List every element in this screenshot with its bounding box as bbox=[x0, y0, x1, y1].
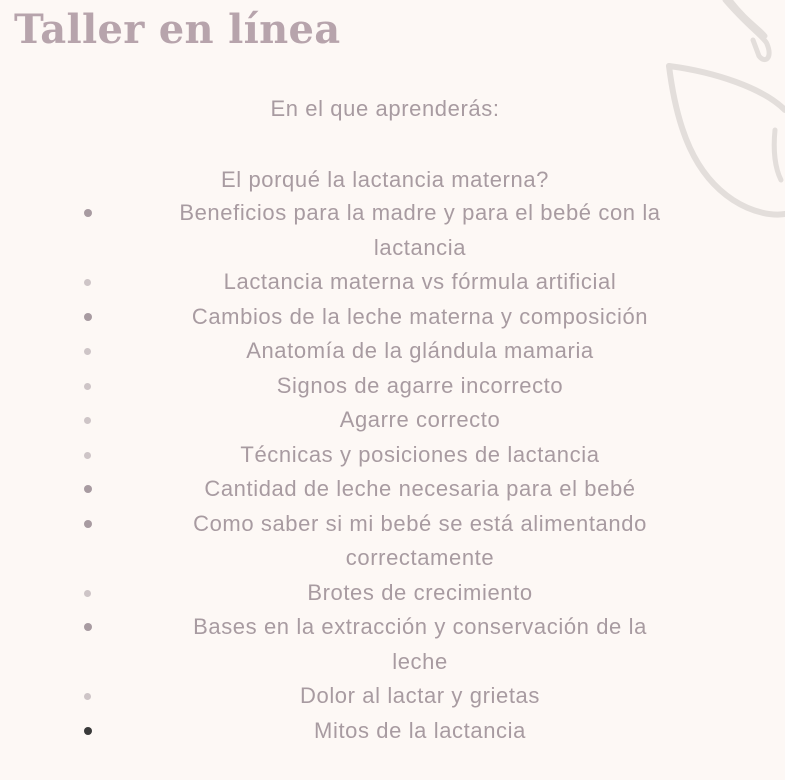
topic-text: Lactancia materna vs fórmula artificial bbox=[223, 269, 617, 294]
bullet-icon bbox=[84, 520, 92, 528]
topic-text: Cantidad de leche necesaria para el bebé bbox=[204, 476, 636, 501]
bullet-icon bbox=[84, 313, 92, 321]
topic-text: Como saber si mi bebé se está alimentando bbox=[193, 510, 647, 536]
list-item bbox=[80, 334, 730, 369]
list-item bbox=[80, 438, 730, 473]
bullet-icon bbox=[84, 452, 91, 459]
list-item bbox=[80, 196, 730, 265]
intro-question: El porqué la lactancia materna? bbox=[220, 167, 549, 192]
bullet-icon bbox=[84, 485, 92, 493]
bullet-icon bbox=[84, 590, 91, 597]
topic-text: Brotes de crecimiento bbox=[307, 579, 533, 605]
list-item bbox=[80, 369, 730, 404]
bullet-icon bbox=[84, 693, 91, 700]
topic-text: Cambios de la leche materna y composición bbox=[191, 303, 649, 329]
list-item bbox=[80, 507, 730, 576]
list-item bbox=[80, 265, 730, 300]
bullet-icon bbox=[84, 727, 92, 735]
bullet-icon bbox=[84, 623, 92, 631]
topics-list bbox=[80, 196, 730, 748]
list-item bbox=[80, 714, 730, 749]
list-item bbox=[80, 472, 730, 507]
topic-text-continued: leche bbox=[392, 648, 448, 674]
list-item bbox=[80, 610, 730, 679]
topic-text: Signos de agarre incorrecto bbox=[276, 372, 564, 398]
topic-text: Agarre correcto bbox=[339, 407, 501, 432]
topic-text-continued: lactancia bbox=[373, 234, 467, 260]
topic-text: Técnicas y posiciones de lactancia bbox=[240, 441, 600, 467]
bullet-icon bbox=[84, 209, 92, 217]
bullet-icon bbox=[84, 348, 91, 355]
bullet-icon bbox=[84, 417, 91, 424]
bullet-icon bbox=[84, 383, 91, 390]
page-title: Taller en línea bbox=[14, 6, 341, 53]
list-item bbox=[80, 576, 730, 611]
topic-text: Beneficios para la madre y para el bebé con la bbox=[179, 200, 661, 225]
topic-text-continued: correctamente bbox=[345, 545, 495, 570]
bullet-icon bbox=[84, 279, 91, 286]
list-item bbox=[80, 300, 730, 335]
list-item bbox=[80, 403, 730, 438]
topic-text: Bases en la extracción y conservación de la bbox=[193, 614, 647, 639]
list-item bbox=[80, 679, 730, 714]
topic-text: Anatomía de la glándula mamaria bbox=[246, 338, 594, 363]
section-subtitle: En el que aprenderás: bbox=[270, 96, 500, 121]
topic-text: Mitos de la lactancia bbox=[314, 717, 526, 743]
topic-text: Dolor al lactar y grietas bbox=[300, 683, 540, 708]
